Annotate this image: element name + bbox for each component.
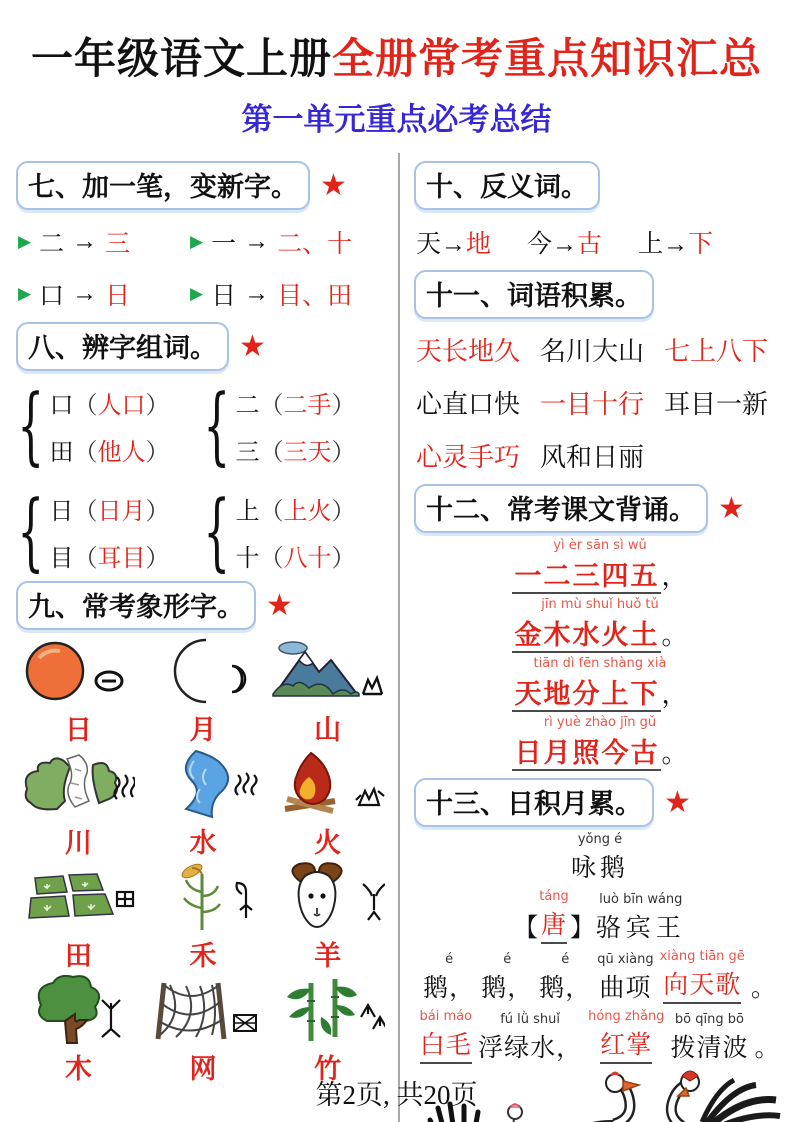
triangle-bullet-icon: ▶	[190, 284, 204, 303]
antonym-b: 古	[577, 231, 603, 258]
base-char: 二	[39, 231, 65, 258]
char-group	[202, 482, 390, 581]
char-word-row	[235, 432, 355, 467]
section-9-title: 九、常考象形字。	[16, 581, 256, 630]
paren-close: ）	[145, 393, 170, 419]
poem-segment	[597, 953, 653, 1004]
paren-close: ）	[145, 440, 170, 466]
pinyin: jīn mù shuǐ huǒ tǔ	[541, 597, 659, 612]
idiom-list	[416, 331, 786, 474]
star-icon: ★	[320, 168, 347, 202]
result-char: 目、田	[277, 283, 353, 310]
poem-text: 浮绿水，	[478, 1035, 583, 1062]
pictograph-label: 月	[189, 715, 217, 745]
pictograph-label: 川	[64, 828, 92, 858]
pictograph-label: 木	[64, 1054, 92, 1084]
dynasty-name: 唐	[541, 905, 567, 944]
char-word-row	[235, 538, 355, 573]
char-group	[202, 376, 390, 475]
page-title-black: 一年级语文上册	[30, 35, 332, 82]
poem-text: 。	[750, 975, 777, 1002]
pictograph-label: 火	[314, 828, 342, 858]
list-item	[190, 224, 390, 260]
paren-close: ）	[331, 393, 356, 419]
pinyin: tiān dì fēn shàng xià	[533, 656, 667, 671]
poem-segment	[751, 953, 777, 1004]
poem-segment	[423, 953, 475, 1004]
pinyin: bō qīng bō	[674, 1012, 744, 1027]
paren-open: （	[259, 440, 284, 466]
bracket-open: 【	[513, 915, 539, 942]
pinyin: xiàng tiān gē	[659, 949, 745, 964]
antonym-b: 地	[466, 231, 492, 258]
antonym-pair	[527, 224, 602, 260]
section-13-header	[414, 778, 786, 827]
poem-text: 红掌	[600, 1025, 652, 1064]
pictograph-grain	[141, 862, 266, 973]
arrow-icon: →	[552, 231, 578, 258]
brace-icon: {	[17, 376, 45, 475]
poem-text: 一二三四五	[512, 561, 661, 594]
poem-line	[512, 716, 687, 770]
right-column	[398, 153, 786, 1122]
pinyin: yǒng é	[577, 832, 623, 847]
group-word: 八十	[283, 546, 332, 572]
list-item	[18, 224, 190, 260]
page-subtitle: 第一单元重点必考总结	[241, 102, 552, 137]
triangle-bullet-icon: ▶	[190, 232, 204, 251]
triangle-bullet-icon: ▶	[18, 284, 32, 303]
arrow-icon: →	[244, 228, 270, 255]
pictograph-label: 禾	[189, 941, 217, 971]
idiom: 七上八下	[664, 337, 769, 366]
poem-text: 金木水火土	[512, 620, 661, 653]
list-item	[190, 276, 390, 312]
brace-icon: {	[203, 376, 231, 475]
char-group	[16, 376, 202, 475]
river-icon	[21, 749, 135, 821]
punctuation: ，	[661, 680, 688, 709]
base-char: 口	[39, 283, 65, 310]
section-11-title: 十一、词语积累。	[414, 270, 654, 319]
sheep-icon	[271, 862, 385, 934]
dynasty	[539, 890, 569, 944]
poem-title-block	[414, 833, 786, 884]
author-name: 骆宾王	[595, 915, 686, 942]
pictograph-river	[16, 749, 141, 860]
pictograph-grid	[16, 636, 390, 1086]
section-12-header	[414, 484, 786, 533]
bracket-close: 】	[569, 915, 595, 942]
poem-segment	[539, 953, 591, 1004]
char-word-row	[235, 385, 355, 420]
content-columns	[0, 153, 793, 1122]
idiom: 耳目一新	[664, 390, 769, 419]
paren-close: ）	[331, 546, 356, 572]
poem-segment	[478, 1013, 582, 1064]
char-group	[16, 482, 202, 581]
pictograph-sun	[16, 636, 141, 747]
punctuation: ，	[661, 562, 688, 591]
section-13-title: 十三、日积月累。	[414, 778, 654, 827]
group-word: 三天	[283, 440, 332, 466]
poem-segment	[481, 953, 533, 1004]
group-char: 二	[235, 393, 260, 419]
idiom: 心直口快	[416, 390, 521, 419]
antonym-pair	[638, 224, 713, 260]
poem-segment	[420, 1010, 473, 1064]
poem-segment	[588, 1010, 664, 1064]
idiom: 一目十行	[540, 390, 645, 419]
pinyin: qū xiàng	[597, 952, 654, 967]
arrow-icon: →	[663, 231, 689, 258]
poem-text: 曲项	[599, 975, 652, 1002]
group-char: 十	[235, 546, 260, 572]
pinyin: hóng zhǎng	[588, 1009, 665, 1024]
pinyin: luò bīn wáng	[599, 892, 683, 907]
net-icon	[146, 975, 260, 1047]
pictograph-net	[141, 975, 266, 1086]
section-11-header	[414, 270, 786, 319]
group-word: 耳目	[97, 546, 146, 572]
star-icon: ★	[239, 329, 266, 363]
star-icon: ★	[664, 785, 691, 819]
poem-line-2	[414, 1010, 786, 1064]
group-word: 人口	[97, 393, 146, 419]
pictograph-field	[16, 862, 141, 973]
page-title	[0, 26, 793, 86]
pictograph-fire	[265, 749, 390, 860]
poem-text: 鹅，	[481, 975, 534, 1002]
base-char: 日	[211, 283, 237, 310]
poem-line	[512, 539, 687, 593]
arrow-icon: →	[441, 231, 467, 258]
group-char: 日	[49, 499, 74, 525]
antonym-b: 下	[688, 231, 714, 258]
antonym-a: 天	[416, 231, 442, 258]
triangle-bullet-icon: ▶	[18, 232, 32, 251]
pictograph-label: 羊	[314, 941, 342, 971]
punctuation: 。	[661, 739, 688, 768]
paren-open: （	[259, 393, 284, 419]
pictograph-label: 山	[314, 715, 342, 745]
recitation-poem	[414, 539, 786, 770]
group-char: 口	[49, 393, 74, 419]
water-icon	[146, 749, 260, 821]
paren-open: （	[73, 499, 98, 525]
field-icon	[21, 862, 135, 934]
group-word: 日月	[97, 499, 146, 525]
paren-open: （	[73, 440, 98, 466]
antonym-pairs	[416, 224, 786, 260]
sun-icon	[21, 636, 135, 708]
pictograph-label: 竹	[314, 1054, 342, 1084]
pictograph-mountain	[265, 636, 390, 747]
brace-icon: {	[17, 482, 45, 581]
pictograph-label: 日	[64, 715, 92, 745]
arrow-icon: →	[244, 280, 270, 307]
section-10-title: 十、反义词。	[414, 161, 600, 210]
pinyin: táng	[539, 889, 569, 904]
poem-text: 向天歌	[663, 965, 741, 1004]
fire-icon	[271, 749, 385, 821]
char-word-row	[49, 385, 169, 420]
pictograph-moon	[141, 636, 266, 747]
poem-text: 。	[754, 1035, 781, 1062]
author	[596, 893, 686, 944]
char-word-row	[235, 491, 355, 526]
poem-segment	[754, 1013, 780, 1064]
section-7-title: 七、加一笔，变新字。	[16, 161, 310, 210]
paren-open: （	[73, 393, 98, 419]
idiom: 天长地久	[416, 337, 521, 366]
char-word-row	[49, 491, 169, 526]
idiom: 名川大山	[540, 337, 645, 366]
pictograph-label: 田	[64, 941, 92, 971]
char-word-row	[49, 432, 169, 467]
section-7-items	[18, 224, 390, 312]
poem-text: 日月照今古	[512, 738, 661, 771]
pinyin: é	[503, 952, 512, 967]
section-9-header	[16, 581, 390, 630]
list-item	[18, 276, 190, 312]
base-char: 一	[211, 231, 237, 258]
tree-icon	[21, 975, 135, 1047]
result-char: 二、十	[277, 231, 353, 258]
result-char: 日	[105, 283, 131, 310]
paren-close: ）	[145, 499, 170, 525]
poem-line	[512, 657, 687, 711]
poem-author-line	[414, 890, 786, 944]
paren-open: （	[259, 499, 284, 525]
paren-open: （	[259, 546, 284, 572]
brace-icon: {	[203, 482, 231, 581]
group-char: 田	[49, 440, 74, 466]
char-word-row	[49, 538, 169, 573]
antonym-a: 今	[527, 231, 553, 258]
poem-segment	[660, 950, 745, 1004]
antonym-a: 上	[638, 231, 664, 258]
poem-text: 鹅，	[423, 975, 476, 1002]
group-char: 三	[235, 440, 260, 466]
pinyin: bái máo	[419, 1009, 473, 1024]
antonym-pair	[416, 224, 491, 260]
arrow-icon: →	[72, 280, 98, 307]
bamboo-icon	[271, 975, 385, 1047]
poem-segment	[670, 1013, 748, 1064]
pictograph-label: 水	[189, 828, 217, 858]
section-7-header	[16, 161, 390, 210]
poem-line-1	[414, 950, 786, 1004]
poem-title: 咏鹅	[570, 855, 629, 882]
pinyin: é	[561, 952, 570, 967]
poem-text: 鹅，	[539, 975, 592, 1002]
punctuation: 。	[661, 621, 688, 650]
poem-text: 白毛	[420, 1025, 472, 1064]
star-icon: ★	[718, 491, 745, 525]
result-char: 三	[105, 231, 131, 258]
paren-close: ）	[145, 546, 170, 572]
poem-text: 拨清波	[670, 1035, 749, 1062]
arrow-icon: →	[72, 228, 98, 255]
poem-line	[512, 598, 687, 652]
idiom: 心灵手巧	[416, 443, 521, 472]
moon-icon	[146, 636, 260, 708]
paren-close: ）	[331, 499, 356, 525]
group-word: 二手	[283, 393, 332, 419]
star-icon: ★	[266, 588, 293, 622]
pinyin: é	[445, 952, 454, 967]
pictograph-tree	[16, 975, 141, 1086]
section-8-title: 八、辨字组词。	[16, 322, 229, 371]
section-12-title: 十二、常考课文背诵。	[414, 484, 708, 533]
page-number: 第2页, 共20页	[315, 1080, 478, 1110]
section-8-header	[16, 322, 390, 371]
section-8-groups	[16, 376, 390, 581]
pictograph-water	[141, 749, 266, 860]
mountain-icon	[271, 636, 385, 708]
pictograph-bamboo	[265, 975, 390, 1086]
idiom: 风和日丽	[540, 443, 645, 472]
paren-open: （	[73, 546, 98, 572]
poem-text: 天地分上下	[512, 679, 661, 712]
group-word: 上火	[283, 499, 332, 525]
pinyin: fú lǜ shuǐ	[500, 1012, 560, 1027]
pinyin: yì èr sān sì wǔ	[553, 538, 647, 553]
group-char: 上	[235, 499, 260, 525]
group-word: 他人	[97, 440, 146, 466]
pictograph-sheep	[265, 862, 390, 973]
left-column	[16, 153, 398, 1122]
section-10-header	[414, 161, 786, 210]
group-char: 目	[49, 546, 74, 572]
pinyin: rì yuè zhào jīn gǔ	[543, 715, 657, 730]
paren-close: ）	[331, 440, 356, 466]
grain-icon	[146, 862, 260, 934]
pictograph-label: 网	[189, 1054, 217, 1084]
page-title-red: 全册常考重点知识汇总	[332, 35, 763, 82]
